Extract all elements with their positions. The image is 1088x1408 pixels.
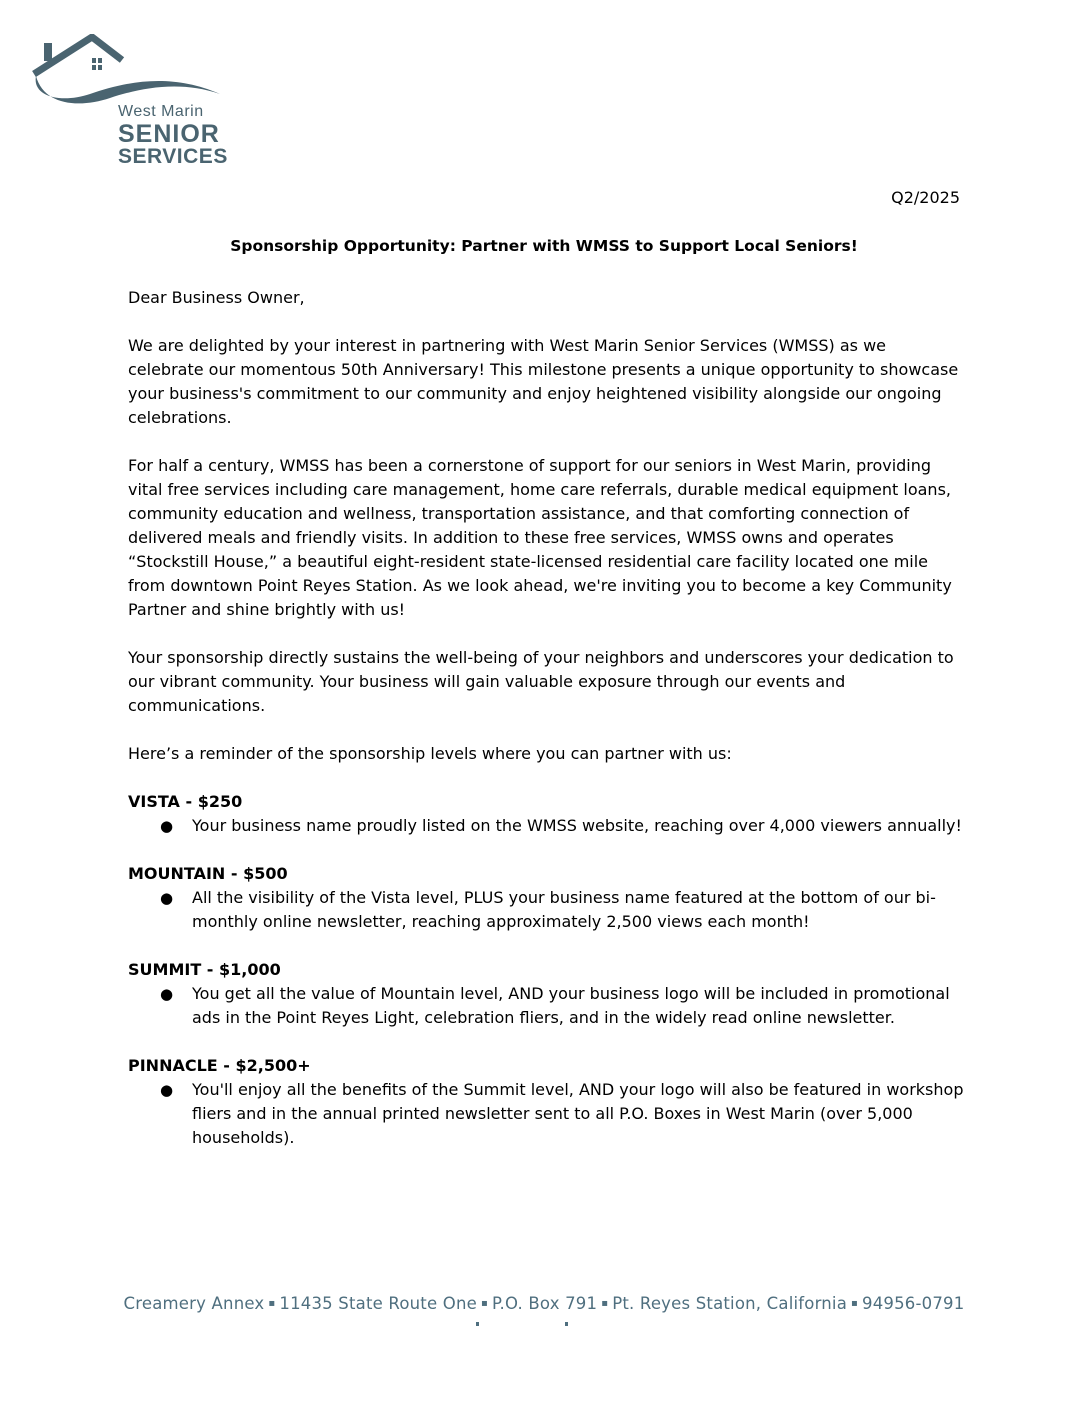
footer-part: Creamery Annex [123, 1294, 265, 1313]
paragraph-benefits: Your sponsorship directly sustains the well-being of your neighbors and underscores your dedication to our vibrant community. Your business will gain valuable exposure through our events and communications. [128, 648, 954, 715]
level-bullet-summit [128, 982, 964, 1030]
level-heading-mountain: MOUNTAIN - $500 [128, 864, 288, 883]
level-heading-pinnacle: PINNACLE - $2,500+ [128, 1056, 311, 1075]
level-heading-summit: SUMMIT - $1,000 [128, 960, 281, 979]
paragraph-history: For half a century, WMSS has been a cornerstone of support for our seniors in West Marin, providing vital free services including care management, home care referrals, durable medical equipment loans, community education and wellness, transportation assistance, and that comforting connection of delivered meals and friendly visits. In addition to these free services, WMSS owns and operates “Stockstill House,” a beautiful eight-resident state-licensed residential care facility located one mile from downtown Point Reyes Station. As we look ahead, we're inviting you to become a key Community Partner and shine brightly with us! [128, 456, 952, 619]
separator-icon: ▪ [268, 1298, 276, 1309]
footer-part: 11435 State Route One [279, 1294, 477, 1313]
footer-part: 94956-0791 [862, 1294, 965, 1313]
paragraph-intro: We are delighted by your interest in partnering with West Marin Senior Services (WMSS) as we celebrate our momentous 50th Anniversary! This milestone presents a unique opportunity to showcase your business's commitment to our community and enjoy heightened visibility alongside our ongoing celebrations. [128, 336, 959, 427]
level-bullet-text: You'll enjoy all the benefits of the Summit level, AND your logo will also be featured in workshop fliers and in the annual printed newsletter sent to all P.O. Boxes in West Marin (over 5,000 households). [192, 1080, 964, 1147]
bullet-icon: ● [160, 1081, 174, 1099]
level-bullet-text: All the visibility of the Vista level, PLUS your business name featured at the bottom of our bi-monthly online newsletter, reaching approximately 2,500 views each month! [192, 888, 936, 931]
separator-icon: ▪ [851, 1298, 859, 1309]
logo-text-services: SERVICES [118, 145, 228, 168]
bullet-icon: ● [160, 985, 174, 1003]
footer-mark [565, 1322, 568, 1326]
footer-part: P.O. Box 791 [491, 1294, 598, 1313]
level-bullet-text: You get all the value of Mountain level, AND your business logo will be included in promotional ads in the Point Reyes Light, celebration fliers, and in the widely read online newsletter. [192, 984, 950, 1027]
wmss-logo [30, 34, 230, 169]
level-bullet-mountain [128, 886, 964, 934]
footer-mark [476, 1322, 479, 1326]
logo-text-west-marin: West Marin [118, 103, 204, 120]
level-bullet-vista [128, 814, 964, 838]
footer-address [0, 1294, 1088, 1313]
level-heading-vista: VISTA - $250 [128, 792, 243, 811]
logo-text-senior: SENIOR [118, 120, 220, 148]
letter-title: Sponsorship Opportunity: Partner with WMSS to Support Local Seniors! [230, 237, 858, 255]
letter-date: Q2/2025 [891, 188, 960, 207]
level-bullet-text: Your business name proudly listed on the WMSS website, reaching over 4,000 viewers annually! [192, 816, 962, 835]
greeting: Dear Business Owner, [128, 288, 305, 307]
separator-icon: ▪ [480, 1298, 488, 1309]
level-bullet-pinnacle [128, 1078, 964, 1150]
paragraph-levels-intro: Here’s a reminder of the sponsorship levels where you can partner with us: [128, 744, 732, 763]
separator-icon: ▪ [601, 1298, 609, 1309]
bullet-icon: ● [160, 817, 174, 835]
footer-part: Pt. Reyes Station, California [612, 1294, 848, 1313]
letter-body [128, 286, 964, 1174]
bullet-icon: ● [160, 889, 174, 907]
